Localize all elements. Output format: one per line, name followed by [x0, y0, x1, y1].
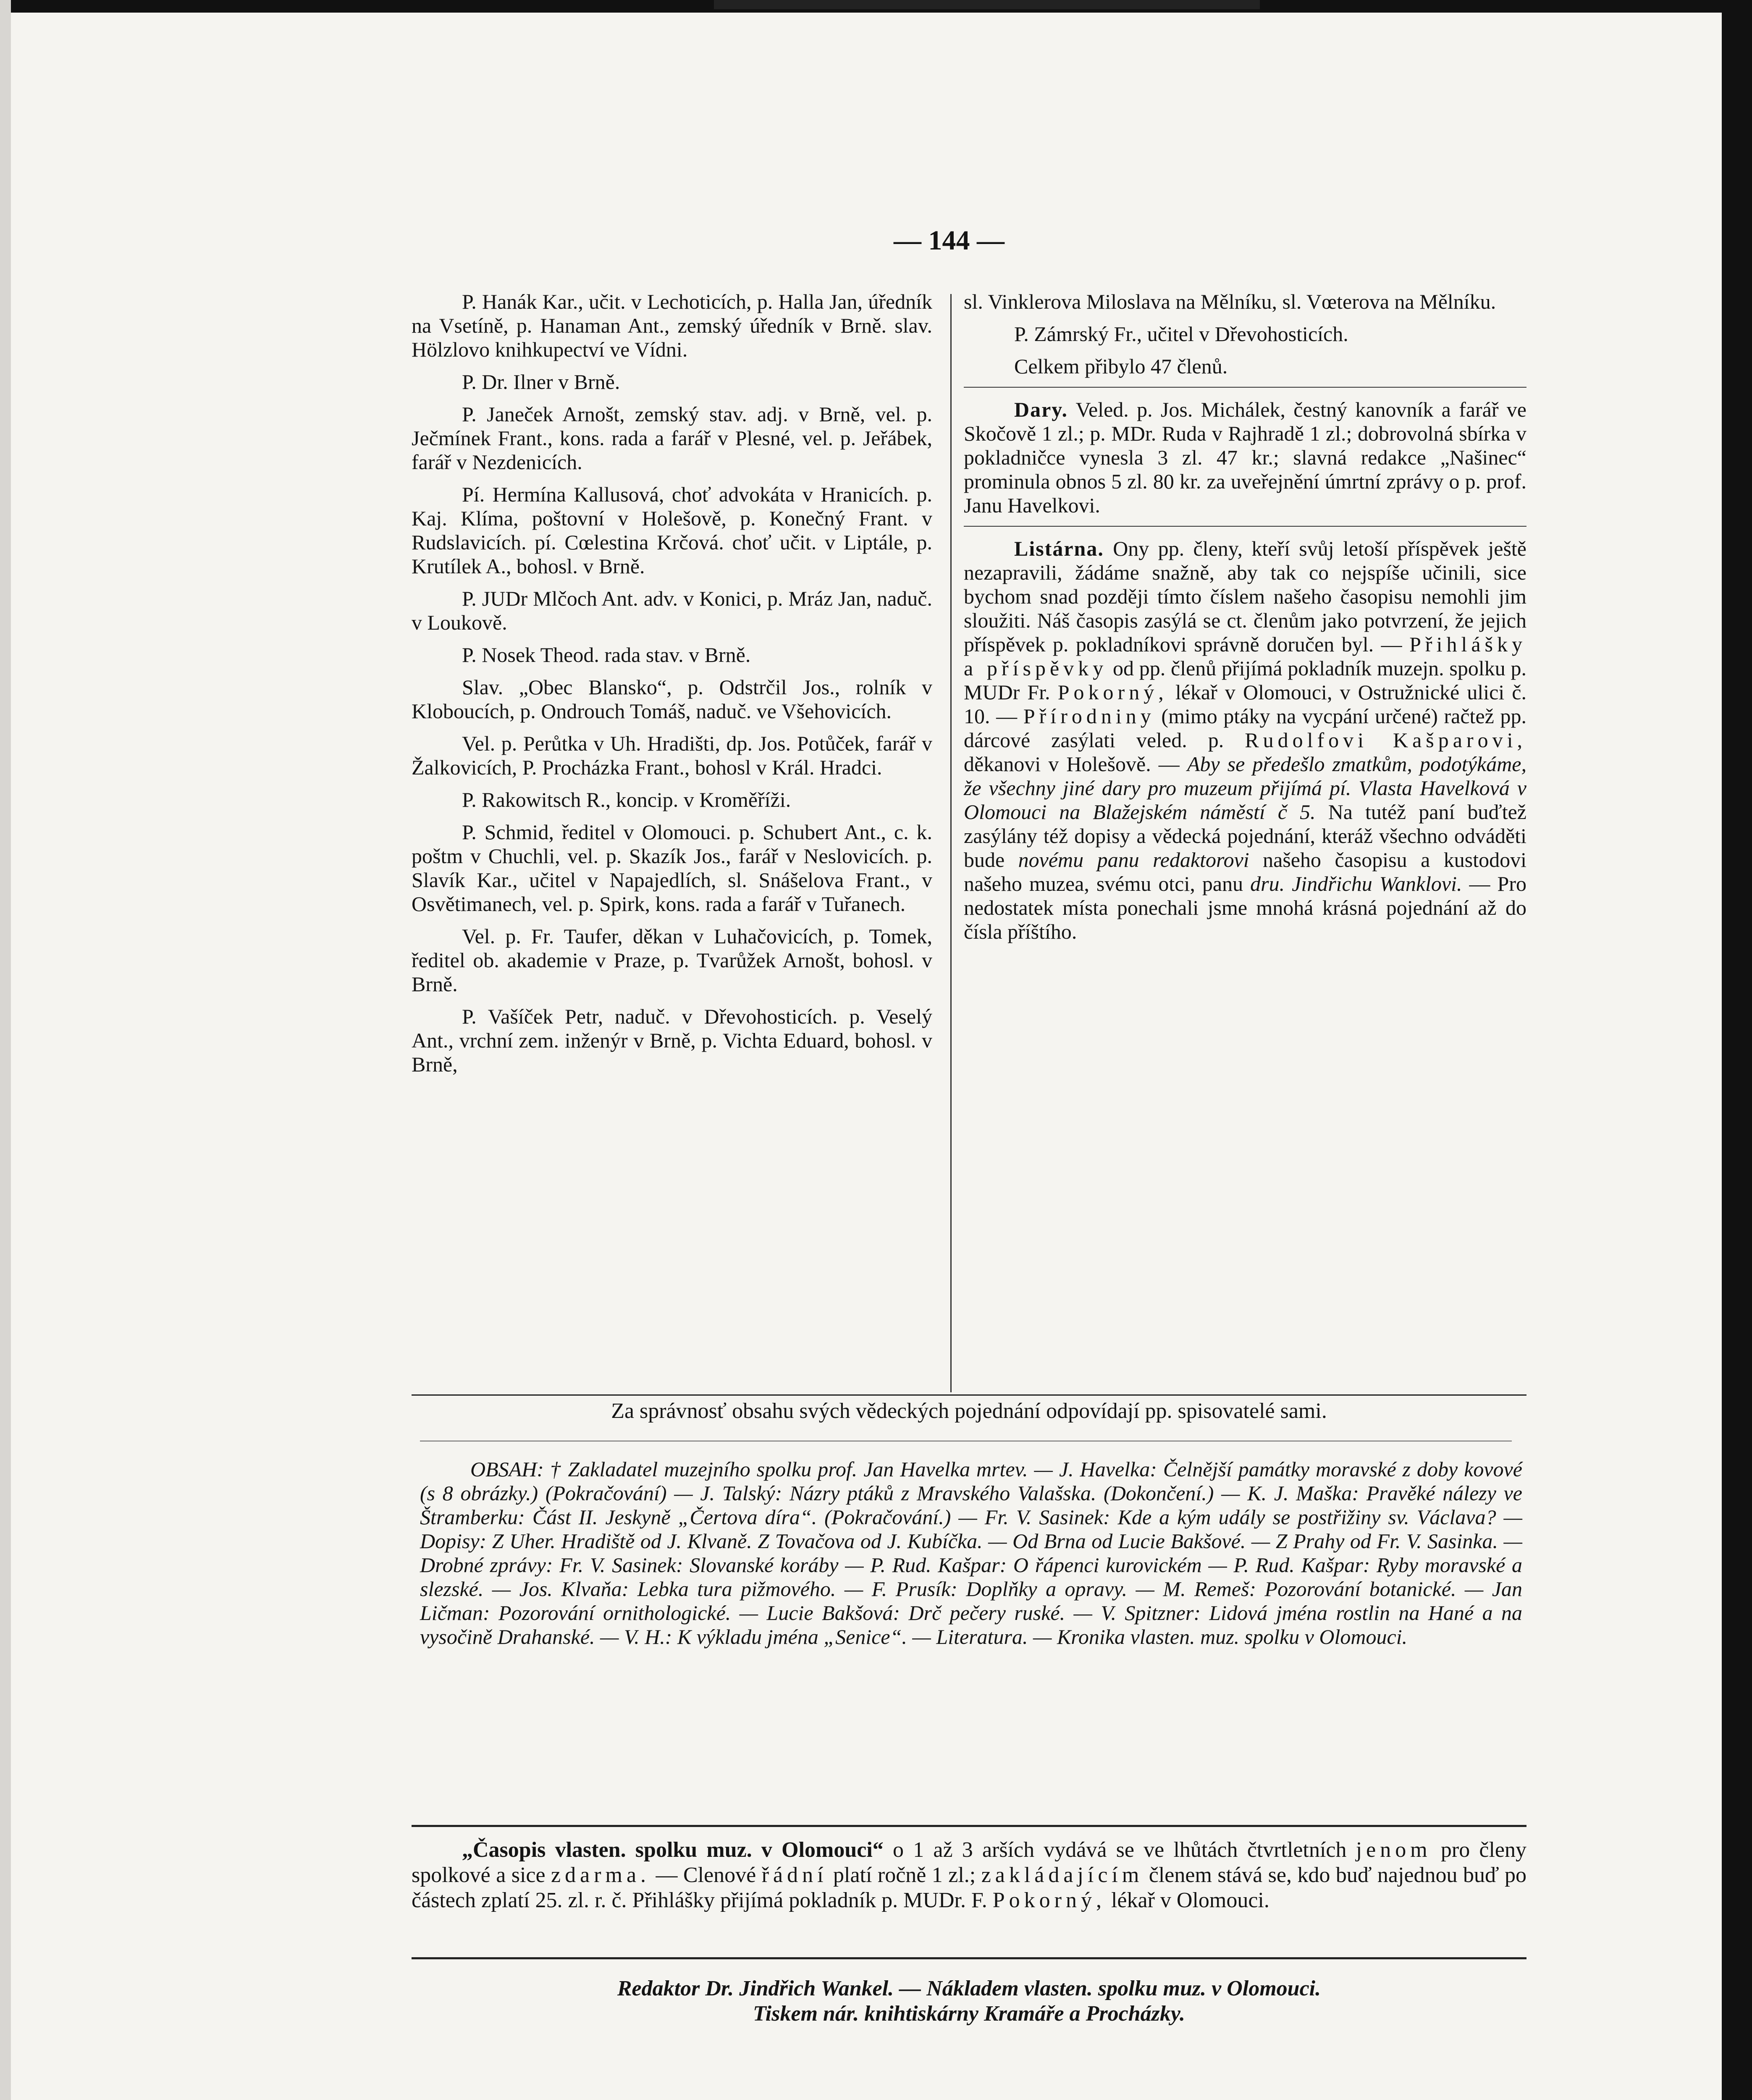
- imprint-line-2: Tiskem nár. knihtiskárny Kramáře a Procházky.: [753, 2002, 1185, 2026]
- page-number: — 144 —: [894, 225, 1005, 256]
- listarna-label: Listárna.: [1014, 537, 1104, 560]
- scan-notch: [714, 0, 1260, 9]
- listarna-text: lékař v Olomouci, v Ostružnické ulici č. 10. —: [964, 680, 1527, 728]
- right-column: [964, 290, 1526, 952]
- member-paragraph: sl. Vinklerova Miloslava na Mělníku, sl. Vœterova na Mělníku.: [964, 290, 1496, 313]
- listarna-italic: Aby se předešlo zmatkům, podotýkáme, že všechny jiné dary pro muzeum přijímá pí. Vlasta Havelková v Olomouci na Blažejském náměstí č 5.: [964, 752, 1526, 824]
- member-paragraph: P. Dr. Ilner v Brně.: [462, 370, 620, 394]
- listarna-text: Na tutéž paní buďtež zasýlány též dopisy a vědecká pojednání, kteráž všechno odváděti bude: [964, 800, 1527, 872]
- listarna-paragraph: [964, 537, 1526, 944]
- notice-text: — Clenové: [656, 1863, 756, 1887]
- notice-text: lékař v Olomouci.: [1111, 1888, 1269, 1912]
- notice-text: pro členy spolkové a sice: [412, 1838, 1527, 1887]
- disclaimer: Za správnosť obsahu svých vědeckých pojednání odpovídají pp. spisovatelé sami.: [611, 1399, 1327, 1423]
- listarna-italic: novému panu redaktorovi: [1018, 848, 1249, 872]
- scan-border-right: [1722, 0, 1752, 2100]
- notice-text: členem stává se, kdo buď najednou buď po částech zplatí 25. zl. r. č. Přihlášky přijímá pokladník p. MUDr. F.: [412, 1863, 1527, 1912]
- member-paragraph: Vel. p. Perůtka v Uh. Hradišti, dp. Jos. Potůček, farář v Žalkovicích, P. Procházka Frant., bohosl v Král. Hradci.: [412, 732, 932, 779]
- listarna-text: našeho časopisu a kustodovi našeho muzea, svému otci, panu: [964, 848, 1527, 895]
- listarna-spaced: Pokorný,: [1057, 680, 1168, 704]
- notice-spaced: Pokorný,: [992, 1888, 1106, 1912]
- notice-spaced: zdarma.: [551, 1863, 650, 1887]
- listarna-text: (mimo ptáky na vycpání určené) račtež pp. dárcové zasýlati veled. p.: [964, 704, 1526, 752]
- imprint-line-1: Redaktor Dr. Jindřich Wankel. — Nákladem vlasten. spolku muz. v Olomouci.: [617, 1977, 1321, 2000]
- member-paragraph: P. Hanák Kar., učit. v Lechoticích, p. Halla Jan, úředník na Vsetíně, p. Hanaman Ant., zemský úředník v Brně. slav. Hölzlovo knihkupectví ve Vídni.: [412, 290, 932, 361]
- member-paragraph: P. Rakowitsch R., koncip. v Kroměříži.: [462, 788, 791, 811]
- member-paragraph: P. JUDr Mlčoch Ant. adv. v Konici, p. Mráz Jan, naduč. v Loukově.: [412, 587, 932, 634]
- member-paragraph: P. Vašíček Petr, naduč. v Dřevohosticích. p. Veselý Ant., vrchní zem. inženýr v Brně, p. Vichta Eduard, bohosl. v Brně,: [412, 1005, 932, 1076]
- journal-title: „Časopis vlasten. spolku muz. v Olomouci“: [462, 1838, 884, 1862]
- rule-above-imprint: [412, 1957, 1526, 1959]
- dary-label: Dary.: [1014, 398, 1068, 421]
- member-total: Celkem přibylo 47 členů.: [1014, 354, 1228, 378]
- notice-spaced: jenom: [1356, 1838, 1432, 1862]
- member-paragraph: P. Schmid, ředitel v Olomouci. p. Schubert Ant., c. k. poštm v Chuchli, vel. p. Skazík Jos., farář v Neslovicích. p. Slavík Kar., učitel v Napajedlích, sl. Snášelova Frant., v Osvětimanech, vel. p. Spirk, kons. rada a farář v Tuřanech.: [412, 820, 932, 916]
- subscription-notice: [412, 1838, 1526, 1913]
- member-paragraph: Slav. „Obec Blansko“, p. Odstrčil Jos., rolník v Kloboucích, p. Ondrouch Tomáš, naduč. ve Všehovicích.: [412, 675, 932, 723]
- member-paragraph: Pí. Hermína Kallusová, choť advokáta v Hranicích. p. Kaj. Klíma, poštovní v Holešově, p. Konečný Frant. v Rudslavicích. pí. Cœlestina Krčová. choť učit. v Liptále, p. Krutílek A., bohosl. v Brně.: [412, 483, 932, 578]
- table-of-contents: OBSAH: † Zakladatel muzejního spolku prof. Jan Havelka mrtev. — J. Havelka: Čelnější památky moravské z doby kovové (s 8 obrázky.) (Pokračování) — J. Talský: Názry ptáků z Mravského Valašska. (Dokončení.) — K. J. Maška: Pravěké nálezy ve Štramberku: Část II. Jeskyně „Čertova díra“. (Pokračování.) — Fr. V. Sasinek: Kde a kým udály se postřižiny sv. Václava? — Dopisy: Z Uher. Hradiště od J. Klvaně. Z Tovačova od J. Kubíčka. — Od Brna od Lucie Bakšové. — Z Prahy od Fr. V. Sasinka. — Drobné zprávy: Fr. V. Sasinek: Slovanské koráby — P. Rud. Kašpar: O řápenci kurovickém — P. Rud. Kašpar: Ryby moravské a slezské. — Jos. Klvaňa: Lebka tura pižmového. — F. Prusík: Doplňky a opravy. — M. Remeš: Pozorování botanické. — Jan Ličman: Pozorování ornithologické. — Lucie Bakšová: Drč pečery ruské. — V. Spitzner: Lidová jména rostlin na Hané a na vysočině Drahanské. — V. H.: K výkladu jména „Senice“. — Literatura. — Kronika vlasten. muz. spolku v Olomouci.: [420, 1457, 1522, 1648]
- listarna-text: Ony pp. členy, kteří svůj letoší příspěvek ještě nezapravili, žádáme snažně, aby tak co nejspíše učinili, sice bychom snad později tímto číslem našeho časopisu nemohli jim sloužiti. Náš časopis zasýlá se ct. členům jako potvrzení, že jejich příspěvek p. pokladníkovi správně doručen byl. —: [964, 537, 1527, 656]
- rule-above-notice: [412, 1825, 1526, 1827]
- listarna-italic: dru. Jindřichu Wanklovi.: [1250, 872, 1462, 895]
- notice-text: o 1 až 3 arších vydává se ve lhůtách čtvrtletních: [893, 1838, 1347, 1862]
- left-column: [412, 290, 932, 1085]
- member-paragraph: P. Zámrský Fr., učitel v Dřevohosticích.: [1014, 322, 1348, 346]
- column-divider: [950, 294, 952, 1392]
- scan-border-left: [0, 0, 11, 2100]
- dary-paragraph: [964, 398, 1526, 517]
- listarna-spaced: Rudolfovi Kašparovi,: [1245, 728, 1526, 752]
- member-paragraph: Vel. p. Fr. Taufer, děkan v Luhačovicích, p. Tomek, ředitel ob. akademie v Praze, p. Tvarůžek Arnošt, bohosl. v Brně.: [412, 924, 932, 996]
- notice-spaced: zakládajícím: [981, 1863, 1144, 1887]
- dary-text: Veled. p. Jos. Michálek, čestný kanovník a farář ve Skočově 1 zl.; p. MDr. Ruda v Rajhradě 1 zl.; dobrovolná sbírka v pokladničce vynesla 3 zl. 47 kr.; slavná redakce „Našinec“ prominula obnos 5 zl. 80 kr. za uveřejnění úmrtní zprávy o p. prof. Janu Havelkovi.: [964, 398, 1526, 517]
- imprint: [412, 1976, 1526, 2026]
- notice-spaced: řádní: [761, 1863, 828, 1887]
- listarna-text: od pp. členů přijímá pokladník muzejn. spolku p. MUDr Fr.: [964, 656, 1526, 704]
- listarna-spaced: Přihlášky a příspěvky: [964, 633, 1527, 680]
- section-rule: [964, 526, 1526, 527]
- listarna-text: — Pro nedostatek místa ponechali jsme mnohá krásná pojednání až do čísla příštího.: [964, 872, 1527, 943]
- section-rule: [964, 387, 1526, 388]
- notice-text: platí ročně 1 zl.;: [833, 1863, 976, 1887]
- rule-above-disclaimer: [412, 1394, 1526, 1396]
- listarna-spaced: Přírodniny: [1023, 704, 1155, 728]
- member-paragraph: P. Nosek Theod. rada stav. v Brně.: [462, 643, 751, 667]
- listarna-text: děkanovi v Holešově. —: [964, 752, 1180, 776]
- member-paragraph: P. Janeček Arnošt, zemský stav. adj. v Brně, vel. p. Ječmínek Frant., kons. rada a farář v Plesné, vel. p. Jeřábek, farář v Nezdenicích.: [412, 402, 932, 474]
